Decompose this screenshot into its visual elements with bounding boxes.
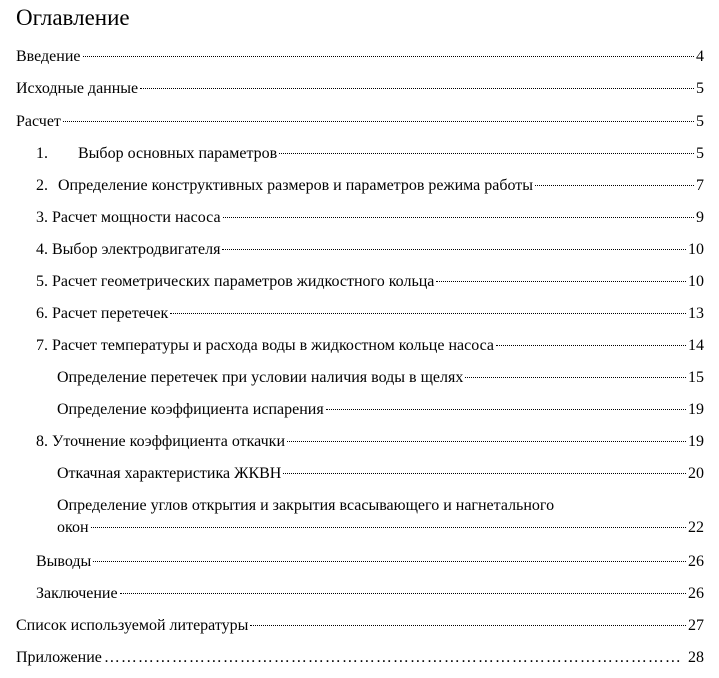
toc-entry-label: Определение коэффициента испарения (57, 401, 324, 418)
toc-entry-label: 4. Выбор электродвигателя (36, 241, 221, 258)
toc-entry-page: 5 (696, 145, 704, 162)
toc-title: Оглавление (16, 5, 130, 30)
dot-leader (91, 527, 686, 528)
toc-entry-label: 3. Расчет мощности насоса (36, 209, 221, 226)
toc-entry-section-7[interactable] (36, 336, 704, 356)
toc-entry-page: 10 (688, 241, 704, 258)
dot-leader (250, 625, 686, 626)
toc-entry-page: 14 (688, 337, 704, 354)
toc-entry-section-5[interactable] (36, 272, 704, 292)
toc-entry-page: 27 (688, 617, 704, 634)
toc-entry-section-2[interactable] (36, 176, 704, 196)
toc-entry-label-line1: Определение углов открытия и закрытия всасывающего и нагнетального (57, 497, 555, 514)
toc-entry-section-1[interactable] (36, 144, 704, 164)
toc-entry-label: Откачная характеристика ЖКВН (57, 465, 282, 482)
toc-entry-label: 8. Уточнение коэффициента откачки (36, 433, 285, 450)
toc-entry-label: 6. Расчет перетечек (36, 305, 169, 322)
toc-entry-page: 5 (696, 80, 704, 97)
toc-entry-page: 26 (688, 585, 704, 602)
dot-leader (326, 409, 686, 410)
toc-entry-label: Определение конструктивных размеров и параметров режима работы (58, 177, 534, 194)
toc-entry-introduction[interactable] (16, 47, 704, 67)
toc-entry-page: 20 (688, 465, 704, 482)
toc-entry-line2 (57, 518, 704, 538)
toc-entry-subsection-characteristic[interactable] (57, 464, 704, 484)
toc-entry-conclusion[interactable] (36, 584, 704, 604)
toc-entry-label: Введение (16, 48, 81, 65)
toc-entry-page: 22 (688, 519, 704, 536)
dot-leader (283, 473, 686, 474)
toc-entry-initial-data[interactable] (16, 79, 704, 99)
toc-entry-page: 4 (696, 48, 704, 65)
toc-entry-label: 5. Расчет геометрических параметров жидкостного кольца (36, 273, 435, 290)
toc-entry-label: 7. Расчет температуры и расхода воды в жидкостном кольце насоса (36, 337, 495, 354)
dot-leader (465, 377, 686, 378)
toc-entry-page: 19 (688, 433, 704, 450)
toc-entry-label: Список используемой литературы (16, 617, 249, 634)
toc-entry-page: 19 (688, 401, 704, 418)
toc-entry-section-6[interactable] (36, 304, 704, 324)
dot-leader (279, 153, 694, 154)
toc-entry-references[interactable] (16, 616, 704, 636)
toc-entry-page: 28 (688, 649, 704, 666)
toc-entry-number: 1. (36, 145, 48, 162)
dot-leader (170, 313, 686, 314)
toc-entry-page: 9 (696, 209, 704, 226)
toc-entry-findings[interactable] (36, 552, 704, 572)
toc-entry-label: Выбор основных параметров (78, 145, 278, 162)
toc-entry-label: Расчет (16, 113, 61, 130)
toc-entry-page: 10 (688, 273, 704, 290)
toc-entry-appendix[interactable] (16, 648, 704, 668)
toc-entry-page: 7 (696, 177, 704, 194)
toc-entry-label: Заключение (36, 585, 118, 602)
dot-leader (83, 56, 695, 57)
toc-entry-page: 15 (688, 369, 704, 386)
toc-entry-calculation[interactable] (16, 112, 704, 132)
dot-leader (120, 593, 686, 594)
toc-entry-label-line2: окон (57, 519, 89, 536)
toc-entry-section-3[interactable] (36, 208, 704, 228)
toc-entry-label: Определение перетечек при условии наличия воды в щелях (57, 369, 464, 386)
toc-entry-page: 13 (688, 305, 704, 322)
toc-entry-label: Приложение (16, 649, 102, 666)
toc-entry-page: 5 (696, 113, 704, 130)
toc-entry-section-4[interactable] (36, 240, 704, 260)
toc-entry-label: Исходные данные (16, 80, 139, 97)
toc-entry-subsection-leakage[interactable] (57, 368, 704, 388)
toc-entry-subsection-evaporation[interactable] (57, 400, 704, 420)
dot-leader (287, 441, 686, 442)
dot-leader (93, 561, 686, 562)
dot-leader (222, 249, 686, 250)
toc-entry-page: 26 (688, 553, 704, 570)
toc-entry-subsection-angles[interactable] (57, 496, 704, 538)
dot-leader (140, 88, 694, 89)
dot-leader (535, 185, 694, 186)
ellipsis-leader: ………………………………………………………………………………………… (103, 649, 682, 666)
dot-leader (63, 121, 694, 122)
toc-entry-label: Выводы (36, 553, 92, 570)
toc-entry-number: 2. (36, 177, 48, 194)
toc-entry-section-8[interactable] (36, 432, 704, 452)
dot-leader (496, 345, 686, 346)
dot-leader (436, 281, 686, 282)
dot-leader (223, 217, 694, 218)
